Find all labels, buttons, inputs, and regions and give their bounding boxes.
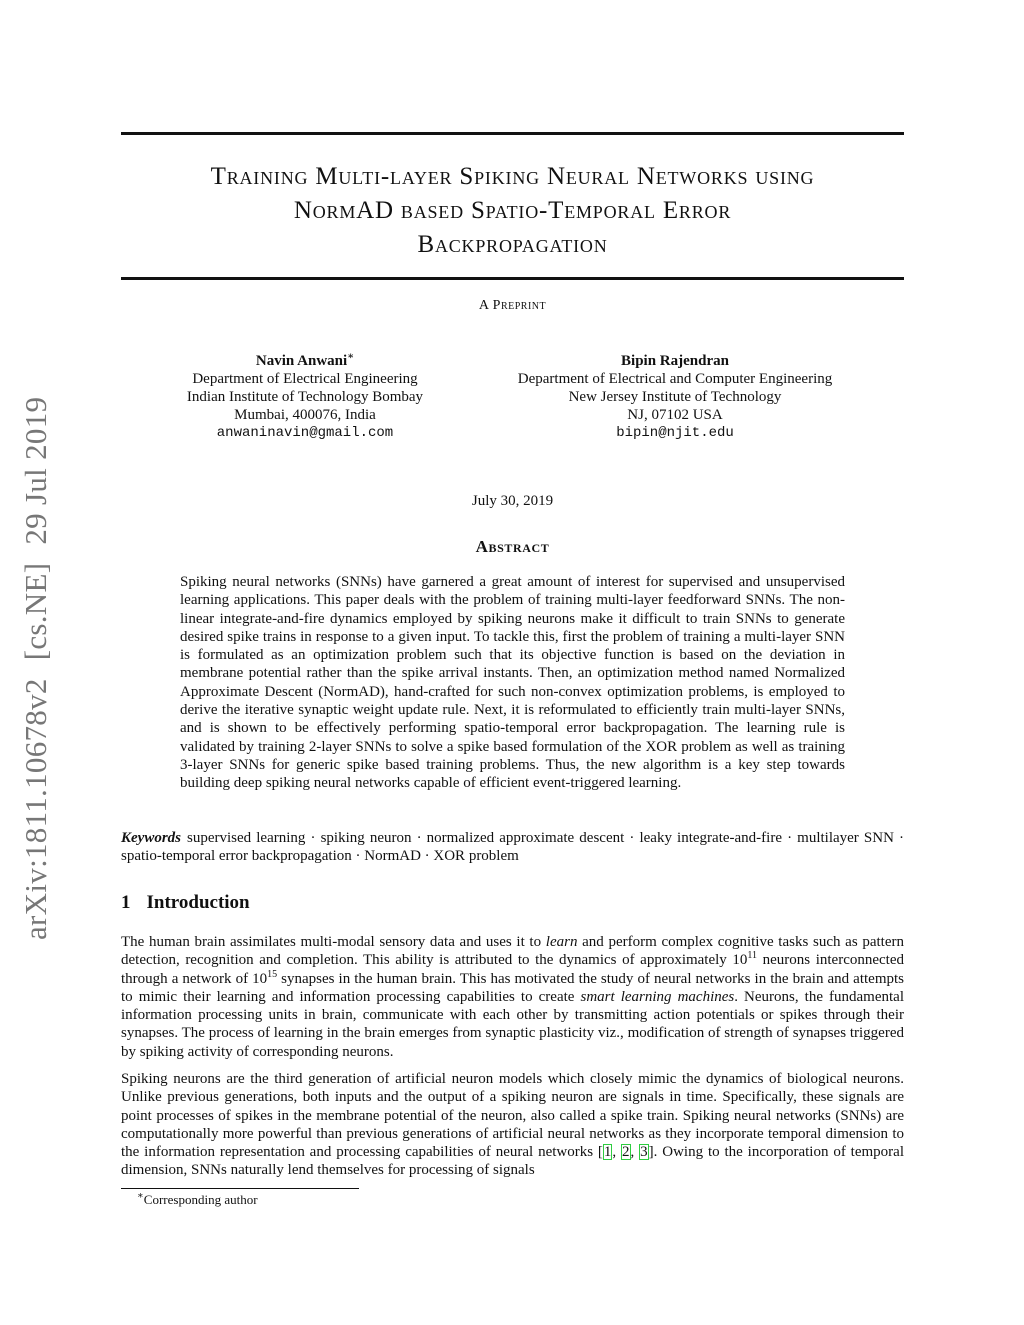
author-name: Navin Anwani∗ — [255, 351, 355, 369]
author-block-1 — [155, 352, 455, 442]
emphasis-smart-learning-machines: smart learning machines — [580, 988, 735, 1005]
title-line-3: Backpropagation — [417, 231, 608, 258]
exponent-15: 15 — [267, 968, 278, 980]
author-address: Mumbai, 400076, India — [234, 407, 376, 423]
title-top-rule — [121, 132, 904, 135]
author-block-2 — [480, 352, 870, 442]
corresponding-marker: ∗ — [347, 351, 355, 362]
emphasis-learn: learn — [545, 934, 578, 950]
abstract-text: Spiking neural networks (SNNs) have garnered a great amount of interest for supervised and unsupervised learning applications. This paper deals with the problem of training multi-layer feedforward SNNs. The non-linear integrate-and-fire dynamics employed by spiking neurons make it difficult to train SNNs to generate desired spike trains in response to a given input. To tackle this, first the problem of training a multi-layer SNN is formulated as an optimization problem such that its objective function is based on the deviation in membrane potential rather than the spike arrival instants. Then, an optimization method named Normalized Approximate Descent (NormAD), hand-crafted for such non-convex optimization problems, is employed to derive the iterative synaptic weight update rule. Next, it is reformulated to efficiently train multi-layer SNNs, and is shown to be effectively performing spatio-temporal error backpropagation. The learning rule is validated by training 2-layer SNNs to solve a spike based formulation of the XOR problem as well as training 3-layer SNNs for generic spike based training problems. Thus, the new algorithm is a key step towards building deep spiking neural networks capable of efficient event-triggered learning. — [180, 574, 845, 792]
author-email[interactable]: bipin@njit.edu — [616, 425, 734, 441]
title-bottom-rule — [121, 277, 904, 280]
title-line-1: Training Multi-layer Spiking Neural Networks using — [210, 163, 815, 190]
citation-link-2[interactable]: 2 — [622, 1144, 630, 1161]
keywords-label: Keywords — [121, 830, 181, 846]
author-department: Department of Electrical Engineering — [192, 371, 418, 387]
abstract-heading: Abstract — [475, 537, 550, 556]
arxiv-category: [cs.NE] — [18, 562, 53, 661]
section-heading-introduction — [121, 892, 250, 914]
footnote-rule — [121, 1188, 359, 1189]
keywords-block — [121, 829, 904, 866]
paper-date: July 30, 2019 — [471, 493, 554, 509]
citation-link-1[interactable]: 1 — [603, 1144, 612, 1161]
footnote-text: Corresponding author — [143, 1192, 258, 1207]
preprint-label: A Preprint — [478, 298, 547, 313]
citation-link-3[interactable]: 3 — [640, 1144, 648, 1161]
intro-paragraph-2: Spiking neurons are the third generation of artificial neuron models which closely mimic the dynamics of biological neurons. Unlike previous generations, both inputs and the output of a spiking neuron are signals in time. Specifically, these signals are point processes of spikes in the membrane potential of the neuron, also called a spike train. Spiking neural networks (SNNs) are computationally more powerful than previous generations of artificial neural networks as they incorporate temporal dimension to the information representation and processing capabilities of neural networks [1, 2, 3]. Owing to the incorporation of temporal dimension, SNNs naturally lend themselves for processing of signals — [121, 1071, 904, 1179]
section-title: Introduction — [146, 892, 250, 913]
title-line-2: NormAD based Spatio-Temporal Error — [293, 197, 732, 224]
footnote-marker: ∗ — [137, 1190, 144, 1202]
footnote — [137, 1192, 258, 1208]
section-number: 1 — [121, 892, 131, 913]
author-email[interactable]: anwaninavin@gmail.com — [216, 425, 394, 441]
author-address: NJ, 07102 USA — [627, 407, 723, 423]
intro-paragraph-1: The human brain assimilates multi-modal sensory data and uses it to learn and perform complex cognitive tasks such as pattern detection, recognition and completion. This ability is attributed to the dynamics of approximately $10^{11}$ neurons interconnected through a network of $10^{15}$ synapses in the human brain. This has motivated the study of neural networks in the brain and attempts to mimic their learning and information processing capabilities to create smart learning machines. Neurons, the fundamental information processing units in brain, communicate with each other by transmitting action potentials or spikes through their synapses. The process of learning in the brain emerges from synaptic plasticity viz., modification of strength of synapses triggered by spiking activity of corresponding neurons. — [121, 934, 904, 1060]
paper-title — [121, 160, 904, 262]
arxiv-id: arXiv:1811.10678v2 — [18, 678, 53, 940]
keywords-text: supervised learning · spiking neuron · normalized approximate descent · leaky integrate-and-fire · multilayer SNN · spatio-temporal error backpropagation · NormAD · XOR problem — [121, 830, 904, 865]
arxiv-date: 29 Jul 2019 — [18, 396, 53, 545]
author-institution: Indian Institute of Technology Bombay — [186, 389, 424, 405]
author-institution: New Jersey Institute of Technology — [568, 389, 782, 405]
exponent-11: 11 — [747, 950, 758, 962]
author-department: Department of Electrical and Computer Engineering — [517, 371, 833, 387]
arxiv-sidebar-stamp — [18, 360, 54, 940]
author-name: Bipin Rajendran — [621, 353, 729, 369]
